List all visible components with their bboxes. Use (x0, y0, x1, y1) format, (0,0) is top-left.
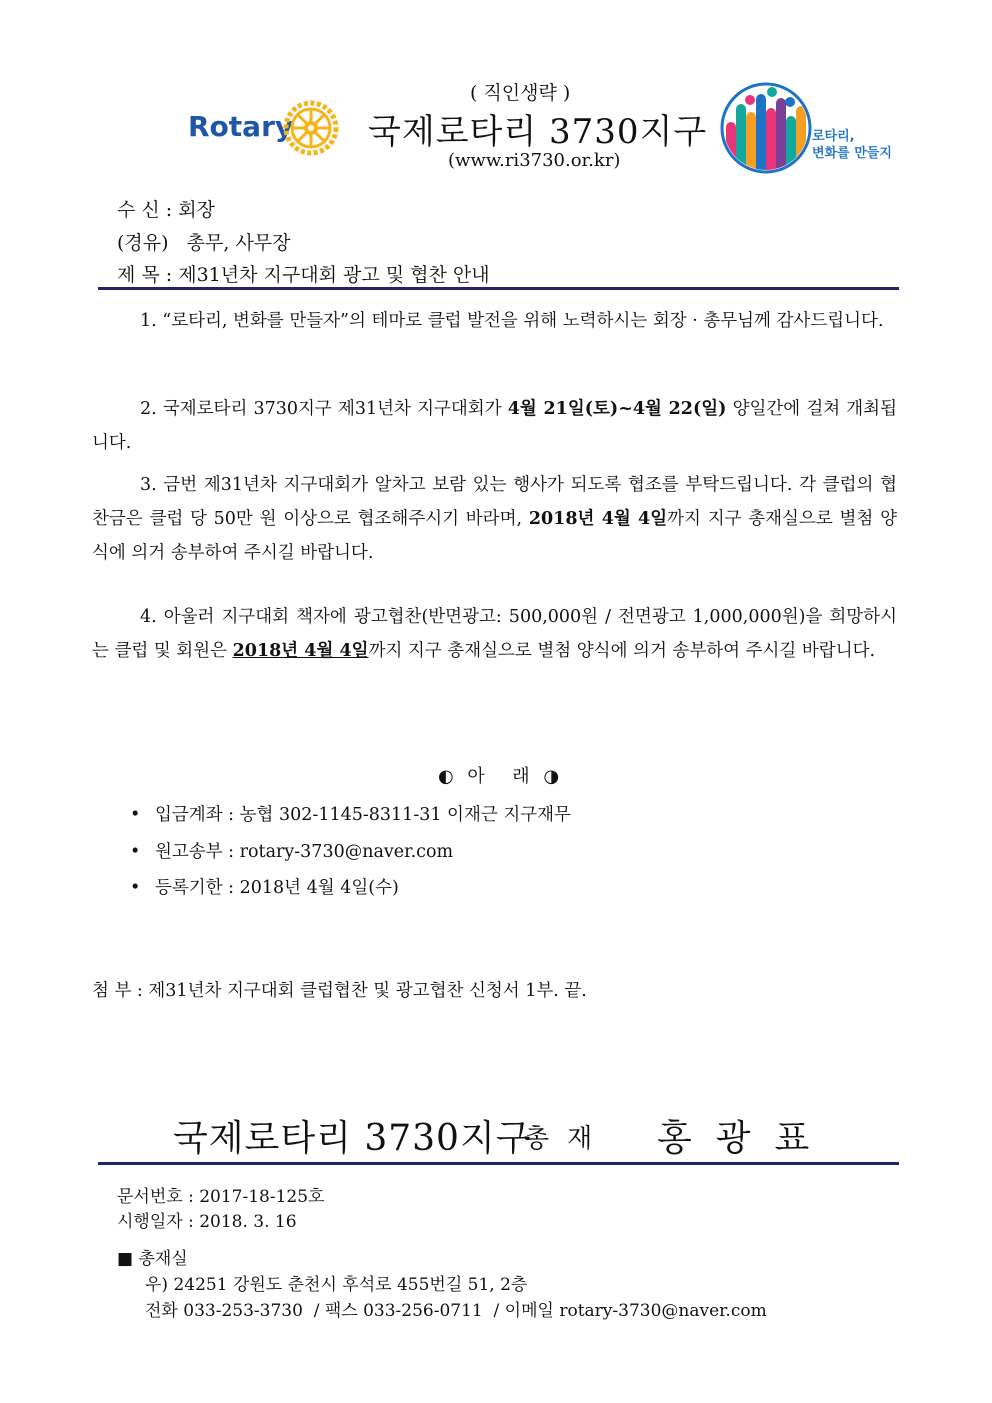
office-address: 우) 24251 강원도 춘천시 후석로 455번길 51, 2층 (145, 1275, 528, 1295)
paragraph-4: 4. 아울러 지구대회 책자에 광고협찬(반면광고: 500,000원 / 전면광고 1,000,000원)을 희망하시는 클럽 및 회원은 2018년 4월 4일까지 지구 총재실으로 별첨 양식에 의거 송부하여 주시길 바랍니다. (92, 607, 897, 661)
paragraph-2: 2. 국제로타리 3730지구 제31년차 지구대회가 4월 21일(토)~4월 22(일) 양일간에 걸쳐 개최됩니다. (92, 399, 897, 453)
footer-divider (98, 1162, 899, 1165)
rotary-wordmark: Rotary (188, 110, 294, 143)
document-number: 문서번호 : 2017-18-125호 (117, 1187, 325, 1207)
stamp-omitted-note: ( 직인생략 ) (470, 82, 571, 104)
event-dates: 4월 21일(토)~4월 22(일) (507, 399, 727, 419)
website-url: (www.ri3730.or.kr) (448, 150, 621, 171)
list-item: • 등록기한 : 2018년 4월 4일(수) (130, 878, 399, 898)
rotary-wheel-icon (283, 100, 339, 156)
footer-org: 국제로타리 3730지구 (173, 1118, 532, 1159)
bullet-icon: • (130, 842, 141, 862)
list-item: • 원고송부 : rotary-3730@naver.com (130, 842, 454, 862)
paragraph-3: 3. 금번 제31년차 지구대회가 알차고 보람 있는 행사가 되도록 협조를 부탁드립니다. 각 클럽의 협찬금은 클럽 당 50만 원 이상으로 협조해주시기 바라며, 2018년 4월 4일까지 지구 총재실으로 별첨 양식에 의거 송부하여 주시길 바랍니다. (92, 475, 897, 563)
office-contact: 전화 033-253-3730 / 팩스 033-256-0711 / 이메일 rotary-3730@naver.com (145, 1301, 767, 1321)
bullet-icon: • (130, 805, 141, 825)
header-divider (98, 287, 899, 290)
footer-role: 총재 (524, 1124, 611, 1154)
via-line: (경유) 총무, 사무장 (117, 232, 291, 254)
office-heading: ■ 총재실 (117, 1249, 188, 1269)
issue-date: 시행일자 : 2018. 3. 16 (117, 1212, 297, 1232)
rotary-logo (188, 100, 344, 156)
org-title: 국제로타리 3730지구 (368, 112, 708, 152)
theme-logo (720, 82, 910, 174)
paragraph-1: 1. “로타리, 변화를 만들자”의 테마로 클럽 발전을 위해 노력하시는 회장 · 총무님께 감사드립니다. (140, 311, 884, 331)
recipient-line: 수 신 : 회장 (117, 199, 215, 221)
notice-heading: ◐ 아 래 ◑ (438, 766, 560, 787)
attachment-line: 첨 부 : 제31년차 지구대회 클럽협찬 및 광고협찬 신청서 1부. 끝. (92, 981, 587, 1001)
subject-line: 제 목 : 제31년차 지구대회 광고 및 협찬 안내 (117, 264, 490, 286)
sponsorship-deadline: 2018년 4월 4일 (528, 509, 668, 529)
bullet-icon: • (130, 878, 141, 898)
theme-logo-text: 로타리, 변화를 만들지 (812, 129, 892, 161)
theme-logo-emblem-icon (720, 82, 812, 174)
footer-signatory-name: 홍광표 (657, 1118, 834, 1159)
ad-deadline: 2018년 4월 4일 (232, 641, 369, 661)
list-item: • 입금계좌 : 농협 302-1145-8311-31 이재근 지구재무 (130, 805, 571, 825)
